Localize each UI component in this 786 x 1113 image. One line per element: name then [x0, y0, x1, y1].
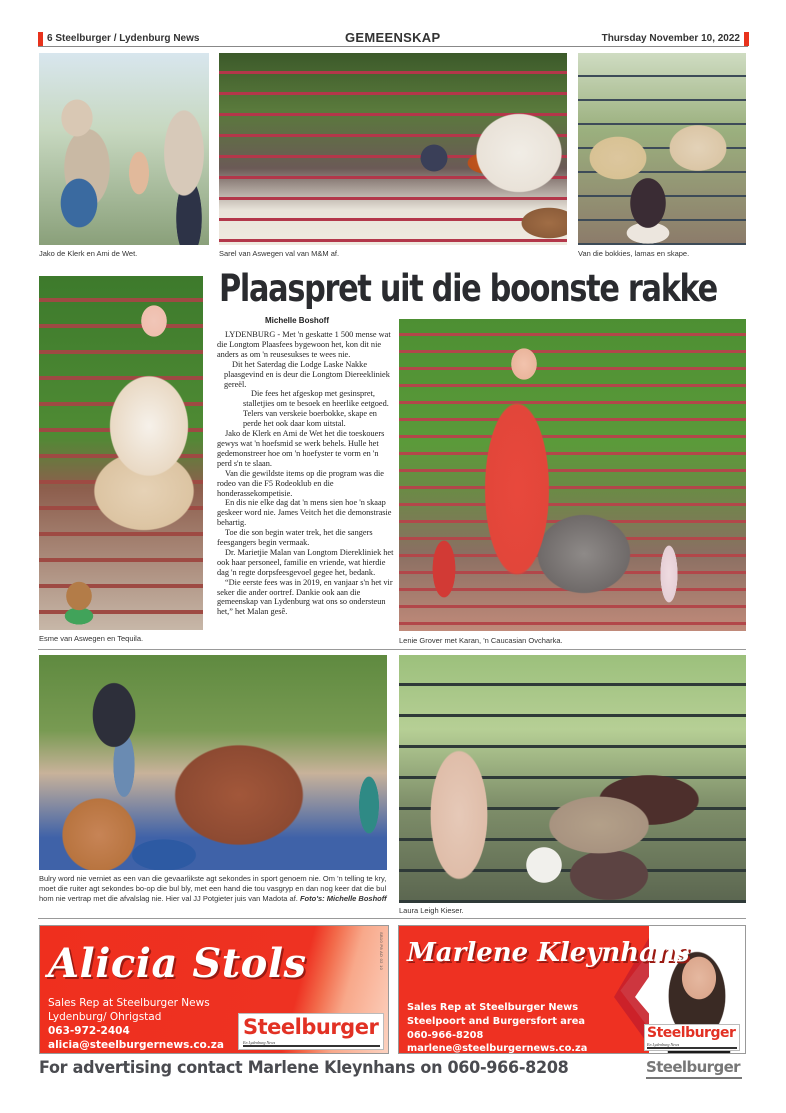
photo-blacksmith — [39, 53, 209, 245]
ad-phone[interactable]: 063-972-2404 — [48, 1025, 130, 1037]
ad-area: Steelpoort and Burgersfort area — [407, 1016, 586, 1027]
accent-bar-left — [38, 32, 43, 46]
article-paragraph: Van die gewildste items op die program was die rodeo van die F5 Rodeoklub en die honderassekompetisie. — [217, 468, 384, 498]
accent-bar-right — [744, 32, 749, 46]
divider — [38, 649, 746, 650]
article-headline: Plaaspret uit die boonste rakke — [219, 267, 717, 310]
article-paragraph: Dit het Saterdag die Lodge Laske Nakke plaasgevind en is deur die Longtom Diereekliniek gereël. — [224, 359, 390, 389]
page-header — [38, 31, 748, 47]
caption-bull-riding-text: Bulry word nie verniet as een van die gevaarlikste agt sekondes in sport genoem nie. Om 'n telling te kry, moet die ruiter agt sekondes bo-op die bul bly, met een hand die tou vasgryp en dan nog keer dat die bul hom nie vertrap met die afvalslag nie. Hier val JJ Potgieter juis van Madota af. — [39, 874, 387, 903]
photo-laura-goats — [399, 655, 746, 903]
caption-esme: Esme van Aswegen en Tequila. — [39, 634, 144, 643]
ad-marlene-kleynhans[interactable] — [398, 925, 746, 1054]
ad-email[interactable]: marlene@steelburgernews.co.za — [407, 1043, 588, 1054]
steelburger-logo: Steelburger En Lydenburg News — [238, 1013, 384, 1050]
steelburger-logo: Steelburger En Lydenburg News — [644, 1024, 740, 1051]
divider — [38, 918, 746, 919]
advertising-contact: For advertising contact Marlene Kleynhans on 060-966-8208 — [39, 1058, 569, 1078]
caption-laura: Laura Leigh Kieser. — [399, 906, 464, 915]
caption-lenie-dog: Lenie Grover met Karan, 'n Caucasian Ovcharka. — [399, 636, 563, 645]
section-title: GEMEENSKAP — [345, 30, 441, 45]
ad-phone[interactable]: 060-966-8208 — [407, 1030, 484, 1041]
ad-area: Lydenburg/ Ohrigstad — [48, 1011, 162, 1023]
ad-role: Sales Rep at Steelburger News — [407, 1002, 579, 1013]
article-paragraph: Die fees het afgeskop met gesinspret, stalletjies om te besoek en heerlike eetgoed. Telers van verskeie boerbokke, skape en perde het ook daar kom uitstal. — [243, 389, 389, 429]
ad-alicia-stols[interactable] — [39, 925, 389, 1054]
page-label: 6 Steelburger / Lydenburg News — [47, 33, 200, 44]
issue-date: Thursday November 10, 2022 — [601, 33, 740, 44]
photo-credit: Foto's: Michelle Boshoff — [299, 894, 387, 903]
ad-role: Sales Rep at Steelburger News — [48, 997, 210, 1009]
article-paragraph: Jako de Klerk en Ami de Wet het die toeskouers gewys wat 'n hoefsmid se werk behels. Hulle het gedemonstreer hoe om 'n hoefyster te vorm en 'n perd s'n te slaan. — [217, 429, 385, 468]
photo-goats — [578, 53, 746, 245]
article-paragraph: Dr. Marietjie Malan van Longtom Dierekliniek het ook haar personeel, familie en vriende, wat hierdie dag 'n regte dorpsfeesgevoel gegee het, bedank. — [217, 547, 394, 577]
article-paragraph: En dis nie elke dag dat 'n mens sien hoe 'n skaap geskeer word nie. James Veitch het die demonstrasie behartig. — [217, 498, 392, 528]
ad-email[interactable]: alicia@steelburgernews.co.za — [48, 1039, 224, 1051]
caption-rodeo-fall: Sarel van Aswegen val van M&M af. — [219, 249, 340, 258]
article-body — [217, 330, 395, 617]
article-paragraph: “Die eerste fees was in 2019, en vanjaar s'n het vir seker die ander oortref. Dankie ook aan die gemeenskap van Lydenburg wat ons so ondersteun het,” het Malan gesê. — [217, 577, 393, 617]
caption-bull-riding — [39, 874, 391, 904]
caption-blacksmith: Jako de Klerk en Ami de Wet. — [39, 249, 138, 258]
photo-rodeo-fall — [219, 53, 567, 245]
steelburger-footer-logo: Steelburger — [646, 1058, 746, 1082]
article-paragraph: LYDENBURG - Met 'n geskatte 1 500 mense wat die Longtom Plaasfees bygewoon het, kon dit nie anders as om 'n reusesukses te wees nie. — [217, 330, 391, 359]
ad-name: Alicia Stols — [48, 940, 307, 987]
article-paragraph: Toe die son begin water trek, het die sangers feesgangers begin vermaak. — [217, 528, 373, 548]
ad-code: SB10 P8 AD 02 10 — [379, 932, 384, 971]
photo-esme — [39, 276, 203, 630]
article-byline: Michelle Boshoff — [265, 316, 330, 325]
ad-name: Marlene Kleynhans — [407, 938, 690, 968]
photo-lenie-dog — [399, 319, 746, 631]
caption-goats: Van die bokkies, lamas en skape. — [578, 249, 690, 258]
photo-bull-riding — [39, 655, 387, 870]
